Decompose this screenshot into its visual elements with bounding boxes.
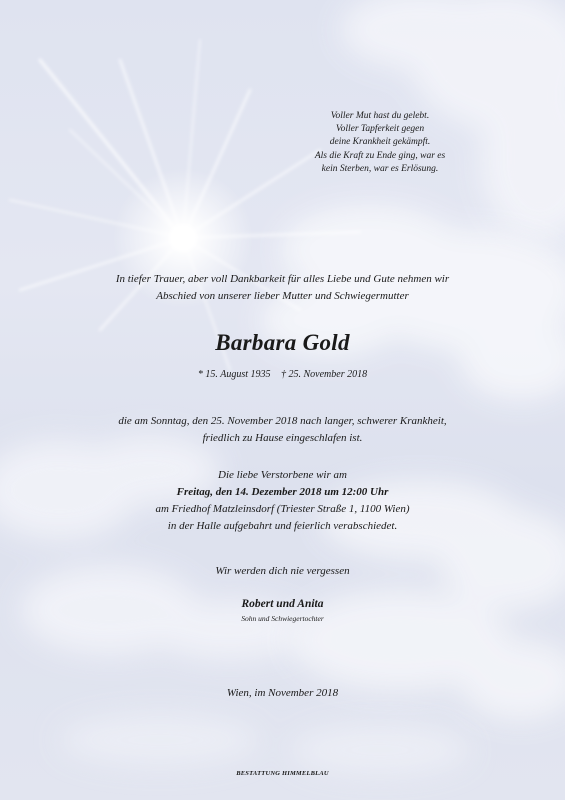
funeral-ceremony: in der Halle aufgebahrt und feierlich verabschiedet. xyxy=(167,520,398,532)
cloud-bottom xyxy=(60,715,470,775)
funeral-intro: Die liebe Verstorbene wir am xyxy=(218,469,347,481)
poem-line: deine Krankheit gekämpft. xyxy=(329,137,431,148)
funeral-date-time: Freitag, den 14. Dezember 2018 um 12:00 Uhr xyxy=(176,486,389,498)
life-dates xyxy=(0,369,565,380)
place-date: Wien, im November 2018 xyxy=(226,687,339,699)
deceased-name: Barbara Gold xyxy=(215,330,350,355)
poem xyxy=(300,110,460,176)
death-notice xyxy=(0,413,565,447)
funeral-details xyxy=(0,467,565,535)
intro-line: In tiefer Trauer, aber voll Dankbarkeit für alles Liebe und Gute nehmen wir xyxy=(115,273,450,285)
funeral-home: BESTATTUNG HIMMELBLAU xyxy=(236,770,329,777)
sun-core xyxy=(169,224,197,252)
poem-line: Als die Kraft zu Ende ging, war es xyxy=(314,150,446,161)
intro-line: Abschied von unserer lieber Mutter und Schwiegermutter xyxy=(156,290,409,302)
poem-line: kein Sterben, war es Erlösung. xyxy=(321,163,439,174)
death-date: † 25. November 2018 xyxy=(281,369,368,380)
birth-date: * 15. August 1935 xyxy=(197,369,271,380)
poem-line: Voller Tapferkeit gegen xyxy=(335,124,425,135)
intro-text xyxy=(0,271,565,305)
mourner-names: Robert und Anita xyxy=(241,598,324,610)
death-notice-line: die am Sonntag, den 25. November 2018 nach langer, schwerer Krankheit, xyxy=(118,415,447,427)
funeral-location: am Friedhof Matzleinsdorf (Triester Straße 1, 1100 Wien) xyxy=(155,503,410,515)
death-notice-line: friedlich zu Hause eingeschlafen ist. xyxy=(202,432,363,444)
mourner-relation: Sohn und Schwiegertochter xyxy=(241,614,324,623)
farewell-text: Wir werden dich nie vergessen xyxy=(215,565,350,577)
poem-line: Voller Mut hast du gelebt. xyxy=(330,111,430,121)
